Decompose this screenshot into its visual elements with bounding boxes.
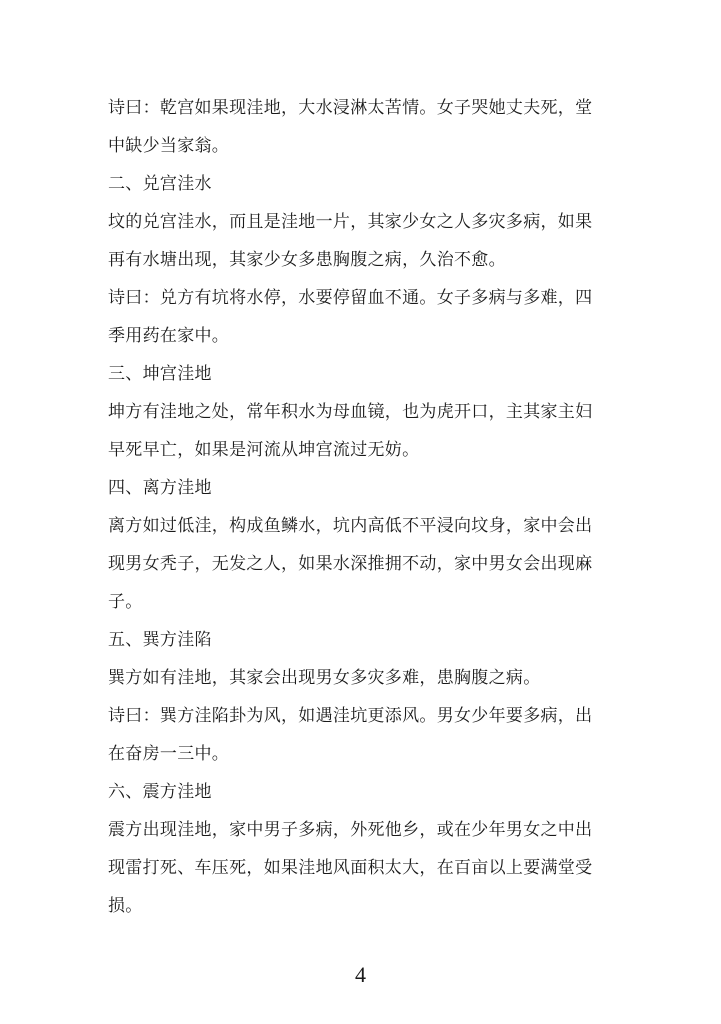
paragraph-li-line-2: 现男女秃子，无发之人，如果水深推拥不动，家中男女会出现麻 [108, 554, 593, 574]
paragraph-li-line-1: 离方如过低洼，构成鱼鳞水，坑内高低不平浸向坟身，家中会出 [108, 516, 593, 536]
paragraph-li-line-3: 子。 [108, 592, 143, 612]
poem-dui-line-2: 季用药在家中。 [108, 326, 230, 346]
heading-kun: 三、坤宫洼地 [108, 364, 212, 384]
paragraph-zhen-line-1: 震方出现洼地，家中男子多病，外死他乡，或在少年男女之中出 [108, 820, 593, 840]
paragraph-dui-line-1: 坟的兑宫洼水，而且是洼地一片，其家少女之人多灾多病，如果 [108, 212, 593, 232]
paragraph-zhen-line-3: 损。 [108, 896, 143, 916]
heading-zhen: 六、震方洼地 [108, 782, 212, 802]
paragraph-dui-line-2: 再有水塘出现，其家少女多患胸腹之病，久治不愈。 [108, 250, 506, 270]
heading-li: 四、离方洼地 [108, 478, 212, 498]
poem-xun-line-1: 诗曰：巽方洼陷卦为风，如遇洼坑更添风。男女少年要多病，出 [108, 706, 593, 726]
poem-qian-line-1: 诗曰：乾宫如果现洼地，大水浸淋太苦情。女子哭她丈夫死，堂 [108, 98, 593, 118]
paragraph-zhen-line-2: 现雷打死、车压死，如果洼地风面积太大，在百亩以上要满堂受 [108, 858, 593, 878]
poem-dui-line-1: 诗曰：兑方有坑将水停，水要停留血不通。女子多病与多难，四 [108, 288, 593, 308]
paragraph-kun-line-1: 坤方有洼地之处，常年积水为母血镜，也为虎开口，主其家主妇 [108, 402, 593, 422]
poem-qian-line-2: 中缺少当家翁。 [108, 136, 230, 156]
paragraph-kun-line-2: 早死早亡，如果是河流从坤宫流过无妨。 [108, 440, 420, 460]
heading-xun: 五、巽方洼陷 [108, 630, 212, 650]
page-number: 4 [355, 962, 366, 987]
paragraph-xun-line-1: 巽方如有洼地，其家会出现男女多灾多难，患胸腹之病。 [108, 668, 541, 688]
poem-xun-line-2: 在奋房一三中。 [108, 744, 230, 764]
heading-dui: 二、兑宫洼水 [108, 174, 212, 194]
